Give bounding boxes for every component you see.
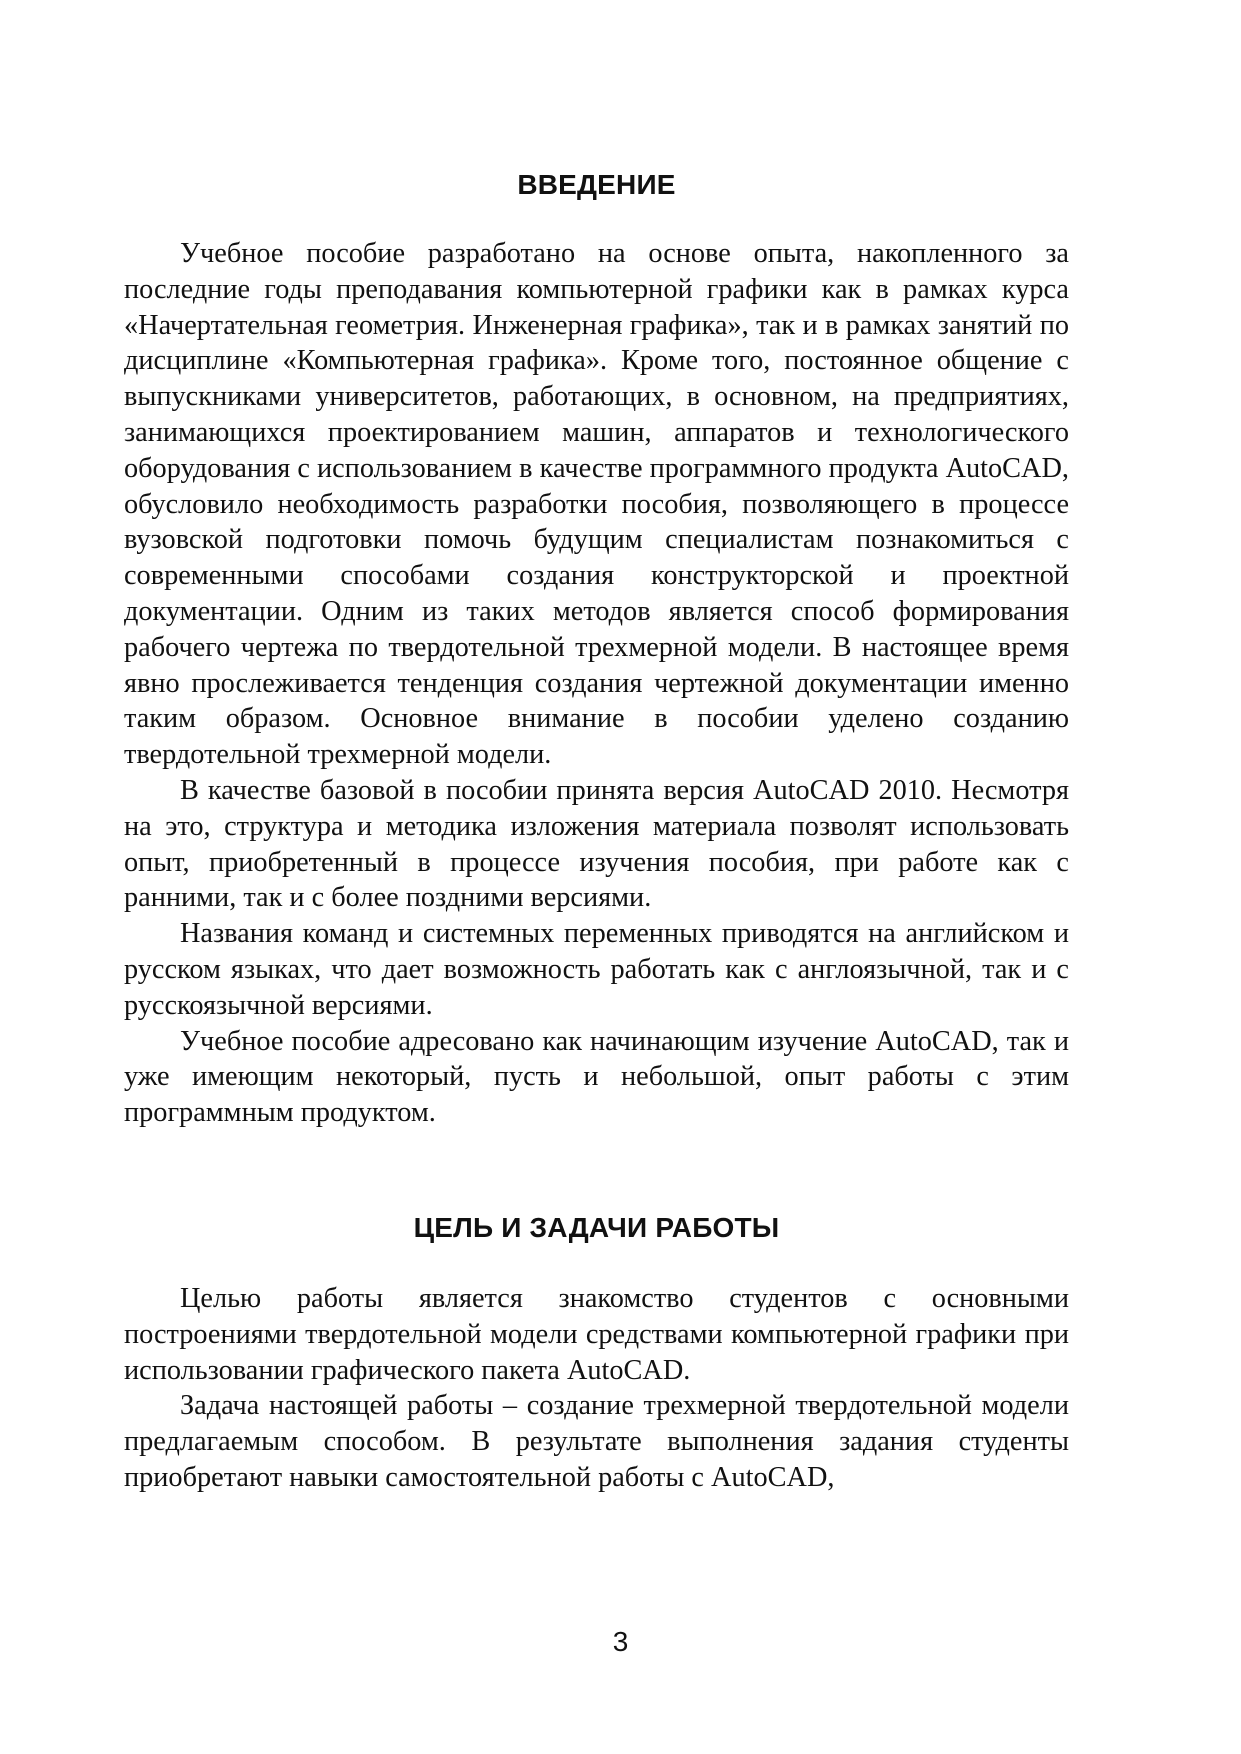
paragraph: Названия команд и системных переменных приводятся на английском и русском языках, что дает возможность работать как с англоязычной, так и с русскоязычной версиями. [124,918,1069,1021]
paragraph: Учебное пособие разработано на основе опыта, накопленного за последние годы преподавания компьютерной графики как в рамках курса «Начертательная геометрия. Инженерная графика», так и в рамках занятий по дисциплине «Компьютерная графика». Кроме того, постоянное общение с выпускниками университетов, работающих, в основном, на предприятиях, занимающихся проектированием машин, аппаратов и технологического оборудования с использованием в качестве программного продукта AutoCAD, обусловило необходимость разработки пособия, позволяющего в процессе вузовской подготовки помочь будущим специалистам познакомиться с современными способами создания конструкторской и проектной документации. Одним из таких методов является способ формирования рабочего чертежа по твердотельной трехмерной модели. В настоящее время явно прослеживается тенденция создания чертежной документации именно таким образом. Основное внимание в пособии уделено созданию твердотельной трехмерной модели. [124,238,1069,771]
paragraph: Целью работы является знакомство студентов с основными построениями твердотельной модели средствами компьютерной графики при использовании графического пакета AutoCAD. [124,1282,1069,1386]
section-goals [124,1211,1069,1496]
section-introduction [124,168,1069,1131]
page-number: 3 [612,1626,629,1657]
paragraph: Учебное пособие адресовано как начинающим изучение AutoCAD, так и уже имеющим некоторый, пусть и небольшой, опыт работы с этим программным продуктом. [124,1025,1069,1129]
section-heading: ЦЕЛЬ И ЗАДАЧИ РАБОТЫ [413,1211,780,1243]
page-content [124,168,1069,1496]
paragraph: Задача настоящей работы – создание трехмерной твердотельной модели предлагаемым способом. В результате выполнения задания студенты приобретают навыки самостоятельной работы с AutoCAD, [124,1390,1069,1493]
paragraph: В качестве базовой в пособии принята версия AutoCAD 2010. Несмотря на это, структура и методика изложения материала позволят использовать опыт, приобретенный в процессе изучения пособия, при работе как с ранними, так и с более поздними версиями. [124,774,1069,914]
section-heading: ВВЕДЕНИЕ [517,169,676,200]
